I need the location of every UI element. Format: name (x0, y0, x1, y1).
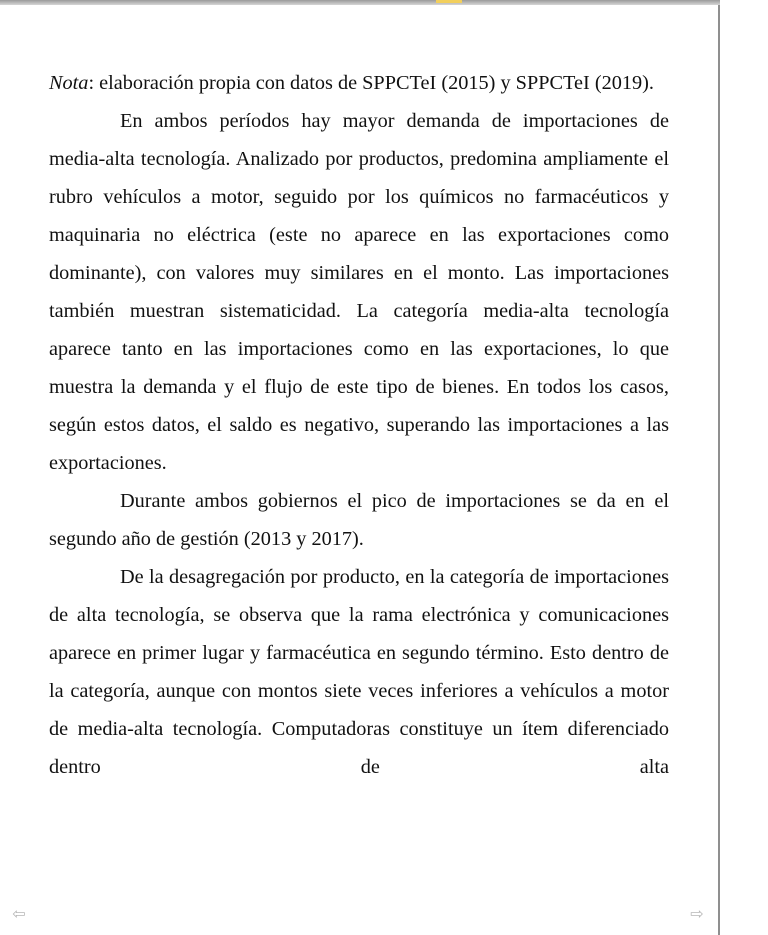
body-paragraph-2: Durante ambos gobiernos el pico de importaciones se da en el segundo año de gestión (2013 y 2017). (49, 490, 669, 550)
next-page-arrow-icon[interactable]: ⇨ (690, 904, 704, 923)
scroll-position-marker[interactable] (436, 0, 462, 3)
page-content (49, 64, 669, 786)
right-gutter (720, 0, 768, 935)
previous-page-arrow-icon[interactable]: ⇦ (12, 904, 26, 923)
note-text: : elaboración propia con datos de SPPCTeI (2015) y SPPCTeI (2019). (88, 72, 654, 94)
note-label: Nota (49, 72, 89, 94)
body-paragraph-1: En ambos períodos hay mayor demanda de importaciones de media-alta tecnología. Analizado por productos, predomina ampliamente el rubro vehículos a motor, seguido por los químicos no farmacéuticos y maquinaria no eléctrica (este no aparece en las exportaciones como dominante), con valores muy similares en el monto. Las importaciones también muestran sistematicidad. La categoría media-alta tecnología aparece tanto en las importaciones como en las exportaciones, lo que muestra la demanda y el flujo de este tipo de bienes. En todos los casos, según estos datos, el saldo es negativo, superando las importaciones a las exportaciones. (49, 110, 669, 474)
note-paragraph (49, 64, 669, 102)
body-paragraph-3: De la desagregación por producto, en la categoría de importaciones de alta tecnología, se observa que la rama electrónica y comunicaciones aparece en primer lugar y farmacéutica en segundo término. Esto dentro de la categoría, aunque con montos siete veces inferiores a vehículos a motor de media-alta tecnología. Computadoras constituye un ítem diferenciado dentro de alta (49, 566, 669, 778)
